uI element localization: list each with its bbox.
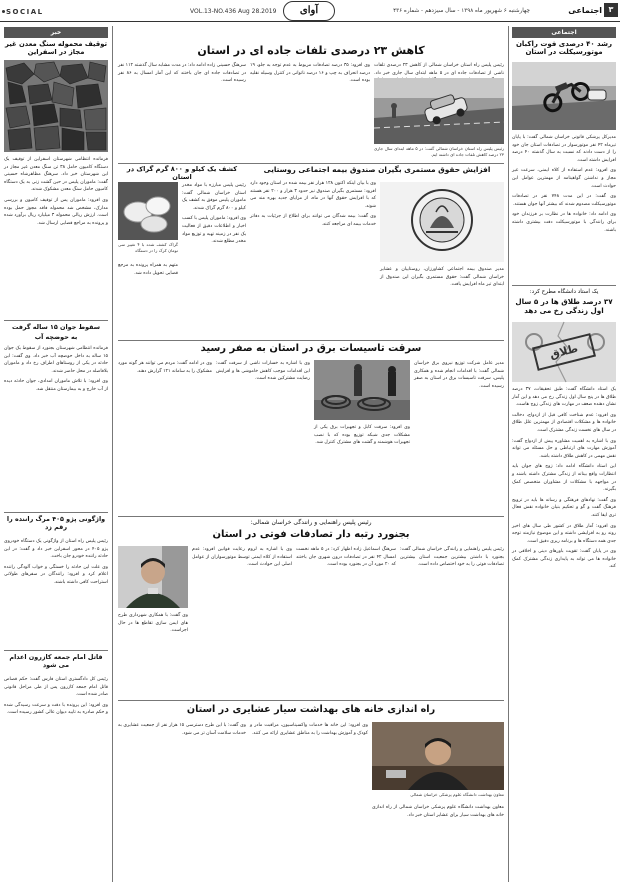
drug-photo-caption: گراک کشف شده با ۴ تغییر سی تومان کرک را در دستگاه [118, 242, 178, 253]
main-headline: کاهش ۲۳ درصدی تلفات جاده ای در استان [197, 44, 425, 57]
paragraph: وی علت این حادثه را خستگی و خواب آلودگی راننده اعلام کرد و افزود: رانندگان در سفرهای طولانی استراحت کافی داشته باشند. [4, 564, 108, 585]
divider [4, 512, 108, 513]
divorce-kicker: یک استاد دانشگاه مطرح کرد: [529, 289, 599, 295]
divider [4, 650, 108, 651]
paragraph: وی افزود: این خانه ها خدمات واکسیناسیون، مراقبت مادر و کودک و آموزش بهداشت را به مناطق عشایری ارائه می کنند. [250, 723, 368, 736]
police-officer-portrait [118, 546, 188, 608]
paragraph: وی گفت: بیمه شدگان می توانند برای اطلاع از جزئیات به دفاتر خدمات بیمه ای مراجعه کنند. [250, 214, 376, 227]
paragraph: سرهنگ حسینی زاده ادامه داد: در مدت مشابه سال گذشته ۱۱۲ نفر در تصادفات جاده ای جان باختند که این آمار امسال به ۸۶ نفر رسیده است. [118, 63, 246, 84]
divorce-headline: ۳۷ درصد طلاق ها در ۵ سال اول زندگی رخ می دهد [515, 297, 613, 315]
power-theft-headline: سرقت تاسیسات برق در استان به صفر رسید [200, 343, 422, 354]
overturned-car-illustration [374, 78, 504, 144]
paragraph: وی ادامه داد: خانواده ها در نظارت بر فرزندان خود برای رانندگی با موتورسیکلت دقت بیشتری داشته باشند. [512, 212, 616, 233]
crash-photo [374, 78, 504, 144]
insurance-fund-emblem [380, 182, 504, 262]
motorcycle-headline: رشد ۴۰ درصدی فوت راکبان موتورسیکلت در استان [515, 40, 613, 57]
health-body-col3 [372, 804, 504, 880]
paragraph: فرمانده انتظامی شهرستان بجنورد از سقوط یک جوان ۱۵ ساله به داخل حوضچه آب خبر داد. وی گفت: این حادثه در یکی از روستاهای اطراف رخ داد و ماموران بلافاصله در محل حاضر شدند. [4, 346, 108, 374]
left-story2-title: سقوط جوان ۱۵ ساله گرفت [11, 323, 101, 331]
stone-ore-photo [4, 60, 108, 152]
paragraph: وی در ادامه گفت: مردم می توانند هر گونه مورد مشکوک را به سامانه ۱۲۱ گزارش دهند. [118, 361, 212, 374]
paragraph: وی با اشاره به خسارات ناشی از سرقت گفت: این اقدامات موجب کاهش خاموشی ها و افزایش رضایت مشترکین شده است. [216, 361, 310, 382]
divider [512, 285, 616, 286]
paragraph: وی افزود: ماموران پس از توقیف کامیون و بررسی مدارک، مشخص شد محموله فاقد مجوز حمل بوده است. ارزش ریالی محموله ۳ میلیارد ریال برآورد شده و پرونده به مراجع قضایی ارسال شد. [4, 197, 108, 226]
page-header [0, 0, 620, 22]
traffic-headline: بجنورد رتبه دار تصادفات فوتی در استان [212, 529, 410, 540]
paragraph: وی افزود: آمار طلاق در کشور طی سال های اخیر روند رو به افزایشی داشته و این موضوع نیازمند توجه جدی همه دستگاه ها و برنامه ریزی دقیق است. [512, 523, 616, 544]
seized-cables-illustration [314, 360, 410, 420]
seized-drug-photo [118, 182, 178, 240]
paragraph: سرهنگ اسماعیل زاده اظهار کرد: در ۵ ماهه نخست امسال ۴۲ نفر در تصادفات درون شهری جان باختند که ۲۰ مورد آن در بجنورد بوده است. [296, 547, 396, 568]
paragraph: وی با اشاره به اهمیت مشاوره پیش از ازدواج گفت: آموزش مهارت های ارتباطی و حل مسئله می تواند نقش مهمی در کاهش طلاق داشته باشد. [512, 438, 616, 459]
seized-packages-illustration [118, 182, 178, 240]
paragraph: وی افزود: عدم استفاده از کلاه ایمنی، سرعت غیر مجاز و نداشتن گواهینامه از مهمترین عوامل این حوادث است. [512, 168, 616, 189]
column-divider [112, 26, 113, 882]
health-official-portrait [372, 722, 504, 790]
date-line: چهارشنبه ۶ شهریور ماه ۱۳۹۸ - سال سیزدهم - شماره ۴۳۶ [393, 8, 530, 14]
left-story1-title: توقیف محموله سنگ معدن غیر مجاز در اسفراین [4, 40, 108, 57]
paragraph: رئیس پلیس راه استان از واژگونی یک دستگاه خودروی پژو ۴۰۵ در محور اسفراین خبر داد و گفت: در این حادثه راننده خودرو جان باخت. [4, 539, 108, 560]
divider [4, 320, 108, 321]
paragraph: وی گفت: با این طرح دسترسی ۱۵ هزار نفر از جمعیت عشایری به خدمات سلامت آسان تر می شود. [118, 723, 246, 736]
left-story3-title: واژگونی پژو ۴۰۵ مرگ راننده را رقم زد [6, 515, 106, 531]
power-body-col1 [118, 360, 212, 512]
left-story2-body [4, 345, 108, 505]
paragraph: وی افزود: این پرونده با دقت و سرعت رسیدگی شده و حکم صادره به تایید دیوان عالی کشور رسیده است. [4, 702, 108, 716]
paragraph: وی افزود: ماموران پلیس با کسب اخبار و اطلاعات دقیق از فعالیت یک نفر در زمینه تهیه و توزیع مواد مخدر مطلع شدند. [181, 216, 246, 245]
paragraph: رئیس پلیس مبارزه با مواد مخدر استان خراسان شمالی گفت: ماموران پلیس موفق به کشف یک کیلو و ۸۰۰ گرم گراک شدند. [182, 183, 246, 211]
paragraph: متهم به همراه پرونده به مرجع قضایی تحویل داده شد. [118, 263, 178, 276]
paragraph: وی با اشاره به لزوم رعایت قوانین افزود: عدم استفاده از کلاه ایمنی توسط موتورسواران از عوامل اصلی این حوادث است. [192, 547, 292, 568]
crash-photo-caption: رئیس پلیس راه استان خراسان شمالی گفت: در ۵ ماهه ابتدای سال جاری ۲۳ درصد کاهش تلفات جاده ای داشته ایم. [374, 146, 504, 157]
paragraph: فرمانده انتظامی شهرستان اسفراین از توقیف یک دستگاه کامیون حامل ۳۸ تن سنگ معدن غیر مجاز در این شهرستان خبر داد. سرهنگ مظاهرشاه حسینی گفت: ماموران پلیس در حین گشت زنی به یک دستگاه کامیون حامل سنگ معدن مشکوک شدند. [4, 157, 108, 193]
paragraph: مدیر صندوق بیمه اجتماعی کشاورزان، روستاییان و عشایر خراسان شمالی گفت: حقوق مستمری بگیران این صندوق از ابتدای تیر ماه افزایش یافت. [380, 267, 504, 288]
traffic-body-col1 [118, 612, 188, 696]
insurance-headline: افزایش حقوق مستمری بگیران صندوق بیمه اجتماعی روستایی [263, 165, 491, 174]
drug-body-left [118, 262, 178, 336]
divider [118, 700, 504, 701]
paragraph: مدیر عامل شرکت توزیع نیروی برق خراسان شمالی گفت: با اقدامات انجام شده و همکاری پلیس، سرقت تاسیسات برق در استان به صفر رسیده است. [414, 361, 504, 389]
paragraph: وی افزود: با تلاش ماموران امدادی، جوان حادثه دیده از آب خارج و به بیمارستان منتقل شد. [4, 379, 108, 392]
paragraph: وی گفت: در این مدت ۷۴۸ نفر در تصادفات موتورسیکلت مصدوم شدند که بیشتر آنها جوان هستند. [512, 194, 616, 207]
paragraph: معاون بهداشت دانشگاه علوم پزشکی خراسان شمالی از راه اندازی خانه های بهداشت سیار برای عشایر استان خبر داد. [372, 805, 504, 818]
newspaper-logo: آوای [283, 1, 335, 21]
police-chief-photo [118, 546, 188, 608]
divider [118, 516, 504, 517]
left-story1-body [4, 156, 108, 316]
section-title: اجتماعی [568, 6, 602, 15]
drug-body-right [182, 182, 246, 322]
motorcycle-crash-photo [512, 62, 616, 130]
main-story-body-right [374, 62, 504, 76]
left-section-band: خبر [4, 27, 108, 38]
stone-ore-illustration [4, 60, 108, 152]
traffic-kicker: رئیس پلیس راهنمایی و رانندگی خراسان شمالی: [250, 519, 372, 526]
right-section-band: اجتماعی [512, 27, 616, 38]
health-photo-caption: معاون بهداشت دانشگاه علوم پزشکی خراسان شمالی [410, 792, 504, 797]
paragraph: وی گفت: با همکاری شهرداری طرح های ایمن سازی تقاطع ها در حال اجراست. [118, 613, 188, 634]
health-headline: راه اندازی خانه های بهداشت سیار عشایری در استان [186, 704, 436, 715]
paragraph: رئیس پلیس راهنمایی و رانندگی خراسان شمالی گفت: بجنورد با داشتن بیشترین جمعیت استان بیشترین تصادفات فوتی را به خود اختصاص داده است. [400, 547, 504, 568]
left-story3-body [4, 538, 108, 646]
paragraph: وی افزود: عدم شناخت کافی قبل از ازدواج، دخالت خانواده ها و مشکلات اقتصادی از مهمترین علل طلاق در سال های نخست زندگی مشترک است. [512, 412, 616, 433]
left-story4-body [4, 676, 108, 880]
divorce-body [512, 386, 616, 880]
main-story-body-left [118, 62, 246, 160]
traffic-body-col2 [192, 546, 292, 696]
insurance-body-left [250, 180, 376, 336]
main-story-body-mid [250, 62, 370, 160]
volume-line: VOL.13-NO.436 Aug 28.2019 [190, 8, 277, 15]
insurance-logo [380, 182, 504, 262]
paragraph: وی با بیان اینکه اکنون ۱۲۸ هزار نفر بیمه شده در استان وجود دارد افزود: مستمری بگیران صندوق نیز حدود ۳ هزار و ۲۰۰ نفر هستند که با افزایش حقوق آنها در ماه، از مزایای جدید بهره مند می شوند. [250, 181, 376, 209]
paragraph: مدیرکل پزشکی قانونی خراسان شمالی گفت: با پایان تیرماه ۴۲ نفر موتورسوار در تصادفات استان جان خود را از دست دادند که نسبت به سال گذشته ۴۰ درصد افزایش داشته است. [512, 135, 616, 163]
motorcycle-crash-illustration [512, 62, 616, 130]
paragraph: وی در پایان گفت: تقویت باورهای دینی و اخلاقی در خانواده ها می تواند به پایداری زندگی مشترک کمک کند. [512, 549, 616, 570]
divorce-photo [512, 322, 616, 382]
insurance-body-right [380, 266, 504, 336]
health-body-col2 [250, 722, 368, 880]
motorcycle-body [512, 134, 616, 282]
power-body-col3 [314, 424, 410, 512]
traffic-body-col3 [296, 546, 396, 696]
paragraph: رئیس پلیس راه استان خراسان شمالی از کاهش ۲۳ درصدی تلفات ناشی از تصادفات جاده ای در ۵ ماهه ابتدای سال جاری خبر داد. [374, 63, 504, 76]
paragraph: وی افزود: سرقت کابل و تجهیزات برق یکی از مشکلات جدی شبکه توزیع بوده که با نصب تجهیزات هوشمند و گشت های مشترک کنترل شد. [314, 425, 410, 446]
header-dot [2, 10, 5, 13]
paragraph: یک استاد دانشگاه گفت: طبق تحقیقات، ۳۷ درصد طلاق ها در پنج سال اول زندگی رخ می دهد و این آمار نشان دهنده ضعف در مهارت های زندگی زوج هاست. [512, 387, 616, 408]
traffic-body-col4 [400, 546, 504, 696]
power-photo [314, 360, 410, 420]
divorce-stamp: طلاق [532, 333, 596, 371]
power-body-col2 [216, 360, 310, 512]
divider [118, 163, 504, 164]
page-number: ۳ [604, 3, 618, 17]
health-official-photo [372, 722, 504, 790]
health-body-col1 [118, 722, 246, 880]
paragraph: این استاد دانشگاه ادامه داد: زوج های جوان باید انتظارات واقع بینانه از زندگی مشترک داشته باشند و در مواجهه با مشکلات از مشاوران متخصص کمک بگیرند. [512, 464, 616, 493]
paragraph: رئیس کل دادگستری استان فارس گفت: حکم قصاص قاتل امام جمعه کازرون پس از طی مراحل قانونی صادر شده است. [4, 677, 108, 698]
paragraph: وی گفت: نهادهای فرهنگی و رسانه ها باید در ترویج فرهنگ گفت و گو و تحکیم بنیان خانواده نقش فعال تری ایفا کنند. [512, 497, 616, 518]
column-divider [508, 26, 509, 882]
divider [118, 340, 504, 341]
drug-headline: کشف یک کیلو و ۸۰۰ گرم گراک در استان [126, 165, 238, 181]
left-story2-subtitle: به حوضچه آب [34, 333, 78, 341]
section-en-label: SOCIAL [6, 8, 44, 16]
left-story4-title: قاتل امام جمعه کازرون اعدام می شود [9, 653, 103, 669]
power-body-col4 [414, 360, 504, 512]
paragraph: وی افزود: ۳۵ درصد تصادفات مربوط به عدم توجه به جلو، ۱۹ درصد انحراف به چپ و ۱۶ درصد ناتوانی در کنترل وسیله نقلیه بوده است. [250, 63, 371, 84]
